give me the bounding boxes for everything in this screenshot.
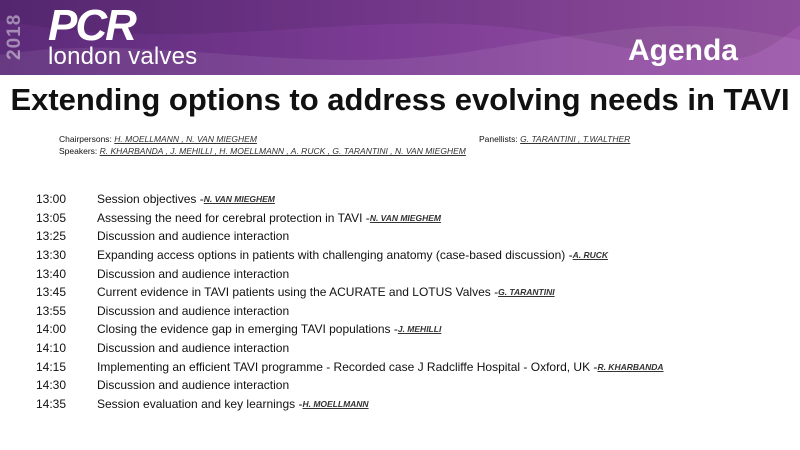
speakers-names: R. KHARBANDA , J. MEHILLI , H. MOELLMANN , A. RUCK , G. TARANTINI , N. VAN MIEGHEM	[99, 146, 466, 156]
agenda-time: 13:25	[36, 229, 67, 244]
agenda-speaker: A. RUCK	[572, 250, 609, 261]
page-title: Extending options to address evolving needs in TAVI	[10, 82, 790, 117]
agenda-time: 13:40	[36, 266, 67, 281]
agenda-time: 14:35	[36, 396, 67, 411]
agenda-row	[36, 302, 796, 321]
year-label: 2018	[4, 13, 25, 61]
agenda-row	[36, 339, 796, 358]
speakers-line	[59, 146, 466, 156]
chairpersons-line	[59, 134, 257, 144]
agenda-speaker: J. MEHILLI	[397, 324, 442, 335]
agenda-row	[36, 376, 796, 395]
panellists-line	[479, 134, 630, 144]
agenda-topic: Discussion and audience interaction	[97, 341, 290, 356]
pcr-london-valves-logo	[48, 1, 198, 70]
agenda-topic: Discussion and audience interaction	[97, 229, 290, 244]
agenda-row	[36, 190, 796, 209]
agenda-row	[36, 320, 796, 339]
agenda-time: 13:30	[36, 248, 67, 263]
agenda-speaker: N. VAN MIEGHEM	[203, 194, 275, 205]
chairpersons-label: Chairpersons:	[59, 134, 112, 144]
header-banner	[0, 0, 800, 75]
agenda-time: 13:00	[36, 192, 67, 207]
agenda-topic: Closing the evidence gap in emerging TAVI populations -	[97, 322, 398, 337]
page-label: Agenda	[627, 34, 738, 67]
agenda-topic: Implementing an efficient TAVI programme - Recorded case J Radcliffe Hospital - Oxford, UK -	[97, 359, 598, 374]
agenda-topic: Expanding access options in patients with challenging anatomy (case-based discussion) -	[97, 248, 573, 263]
agenda-time: 13:05	[36, 210, 67, 225]
agenda-time: 14:00	[36, 322, 67, 337]
agenda-time: 13:55	[36, 303, 67, 318]
panellists-names: G. TARANTINI , T.WALTHER	[520, 134, 631, 144]
logo-sub-text: london valves	[48, 43, 198, 70]
agenda-time: 14:10	[36, 341, 67, 356]
agenda-topic: Assessing the need for cerebral protection in TAVI -	[97, 210, 370, 225]
agenda-time: 14:15	[36, 359, 67, 374]
agenda-topic: Discussion and audience interaction	[97, 266, 290, 281]
agenda-row	[36, 395, 796, 414]
agenda-row	[36, 357, 796, 376]
agenda-row	[36, 283, 796, 302]
logo-main-text: PCR	[48, 1, 135, 50]
agenda-speaker: N. VAN MIEGHEM	[369, 212, 441, 223]
agenda-speaker: G. TARANTINI	[498, 287, 555, 298]
speakers-label: Speakers:	[59, 146, 98, 156]
agenda-row	[36, 209, 796, 228]
agenda-topic: Current evidence in TAVI patients using the ACURATE and LOTUS Valves -	[97, 285, 499, 300]
agenda-topic: Session objectives -	[97, 192, 204, 207]
chairpersons-names: H. MOELLMANN , N. VAN MIEGHEM	[114, 134, 257, 144]
agenda-list	[36, 190, 796, 413]
agenda-row	[36, 264, 796, 283]
agenda-speaker: H. MOELLMANN	[302, 398, 369, 409]
agenda-topic: Discussion and audience interaction	[97, 303, 290, 318]
agenda-row	[36, 227, 796, 246]
panellists-label: Panellists:	[479, 134, 518, 144]
agenda-time: 13:45	[36, 285, 67, 300]
agenda-row	[36, 246, 796, 265]
agenda-topic: Discussion and audience interaction	[97, 378, 290, 393]
agenda-topic: Session evaluation and key learnings -	[97, 396, 303, 411]
agenda-speaker: R. KHARBANDA	[597, 361, 664, 372]
agenda-time: 14:30	[36, 378, 67, 393]
